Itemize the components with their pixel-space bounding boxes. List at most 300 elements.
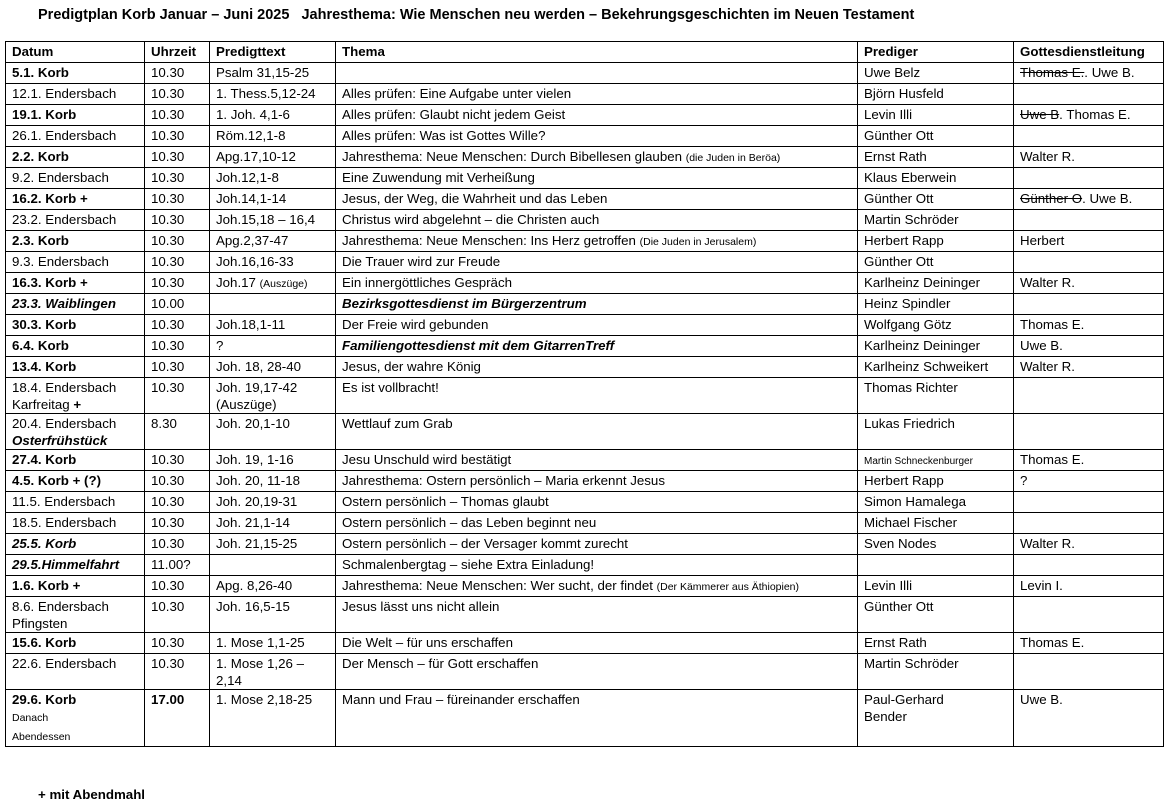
cell-uhrzeit bbox=[145, 63, 210, 84]
cell-datum bbox=[6, 555, 145, 576]
cell-prediger bbox=[858, 597, 1014, 633]
uhrzeit-text: 10.00 bbox=[151, 296, 185, 311]
leitung-text: ? bbox=[1020, 473, 1028, 488]
cell-datum bbox=[6, 690, 145, 747]
cell-prediger bbox=[858, 231, 1014, 252]
cell-prediger bbox=[858, 252, 1014, 273]
cell-datum bbox=[6, 597, 145, 633]
cell-datum bbox=[6, 450, 145, 471]
cell-predigttext bbox=[210, 471, 336, 492]
datum-text: 5.1. Korb bbox=[12, 65, 69, 80]
datum-text: 22.6. Endersbach bbox=[12, 656, 117, 671]
cell-thema bbox=[336, 147, 858, 168]
cell-thema bbox=[336, 63, 858, 84]
cell-thema bbox=[336, 357, 858, 378]
leitung-text: Thomas E. bbox=[1066, 107, 1131, 122]
cell-uhrzeit bbox=[145, 105, 210, 126]
prediger-text: Ernst Rath bbox=[864, 149, 927, 164]
cell-uhrzeit bbox=[145, 513, 210, 534]
abendmahl-mark: + bbox=[73, 397, 82, 412]
table-row bbox=[6, 378, 1164, 414]
cell-prediger bbox=[858, 471, 1014, 492]
cell-predigttext bbox=[210, 513, 336, 534]
predigttext: 1. Thess.5,12-24 bbox=[216, 86, 316, 101]
cell-uhrzeit bbox=[145, 414, 210, 450]
cell-gottesdienstleitung bbox=[1014, 654, 1164, 690]
cell-gottesdienstleitung bbox=[1014, 357, 1164, 378]
cell-prediger bbox=[858, 450, 1014, 471]
cell-predigttext bbox=[210, 84, 336, 105]
datum-text: 25.5. Korb bbox=[12, 536, 77, 551]
cell-uhrzeit bbox=[145, 168, 210, 189]
cell-gottesdienstleitung bbox=[1014, 294, 1164, 315]
prediger-text: Levin Illi bbox=[864, 107, 913, 122]
cell-prediger bbox=[858, 147, 1014, 168]
uhrzeit-text: 10.30 bbox=[151, 338, 185, 353]
prediger-text: Günther Ott bbox=[864, 254, 934, 269]
datum-text: 18.4. Endersbach bbox=[12, 380, 117, 395]
thema-text: Mann und Frau – füreinander erschaffen bbox=[342, 692, 580, 707]
leitung-text: Walter R. bbox=[1020, 149, 1075, 164]
leitung-text: Walter R. bbox=[1020, 536, 1075, 551]
cell-predigttext bbox=[210, 315, 336, 336]
cell-gottesdienstleitung bbox=[1014, 273, 1164, 294]
cell-thema bbox=[336, 633, 858, 654]
thema-note: (Die Juden in Jerusalem) bbox=[639, 236, 757, 248]
cell-thema bbox=[336, 450, 858, 471]
cell-gottesdienstleitung bbox=[1014, 336, 1164, 357]
cell-predigttext bbox=[210, 492, 336, 513]
cell-thema bbox=[336, 414, 858, 450]
cell-datum bbox=[6, 633, 145, 654]
predigttext: Joh. 18, 28-40 bbox=[216, 359, 302, 374]
cell-predigttext bbox=[210, 336, 336, 357]
cell-uhrzeit bbox=[145, 231, 210, 252]
cell-predigttext bbox=[210, 294, 336, 315]
uhrzeit-text: 8.30 bbox=[151, 416, 177, 431]
cell-uhrzeit bbox=[145, 189, 210, 210]
cell-datum bbox=[6, 357, 145, 378]
table-row bbox=[6, 414, 1164, 450]
predigttext: Röm.12,1-8 bbox=[216, 128, 286, 143]
datum-note: Karfreitag bbox=[12, 397, 70, 412]
thema-text: Wettlauf zum Grab bbox=[342, 416, 453, 431]
cell-prediger bbox=[858, 690, 1014, 747]
cell-gottesdienstleitung bbox=[1014, 450, 1164, 471]
prediger-text: Klaus Eberwein bbox=[864, 170, 957, 185]
prediger-text: Wolfgang Götz bbox=[864, 317, 952, 332]
cell-gottesdienstleitung bbox=[1014, 252, 1164, 273]
uhrzeit-text: 10.30 bbox=[151, 380, 185, 395]
prediger-text: Martin Schneckenburger bbox=[864, 456, 973, 467]
table-row bbox=[6, 168, 1164, 189]
predigttext: Joh. 20,19-31 bbox=[216, 494, 298, 509]
thema-text: Ostern persönlich – der Versager kommt zurecht bbox=[342, 536, 629, 551]
uhrzeit-text: 10.30 bbox=[151, 656, 185, 671]
datum-text: 6.4. Korb bbox=[12, 338, 69, 353]
cell-datum bbox=[6, 576, 145, 597]
thema-note: (die Juden in Beröa) bbox=[685, 152, 781, 164]
cell-uhrzeit bbox=[145, 84, 210, 105]
table-row bbox=[6, 84, 1164, 105]
leitung-text: Uwe B. bbox=[1020, 692, 1063, 707]
table-row bbox=[6, 252, 1164, 273]
leitung-text: Uwe B. bbox=[1089, 191, 1133, 206]
prediger-text: Herbert Rapp bbox=[864, 233, 944, 248]
cell-prediger bbox=[858, 555, 1014, 576]
cell-prediger bbox=[858, 576, 1014, 597]
datum-text: 16.3. Korb + bbox=[12, 275, 88, 290]
predigttext: 1. Mose 1,26 – bbox=[216, 656, 304, 671]
cell-gottesdienstleitung bbox=[1014, 147, 1164, 168]
datum-text: 13.4. Korb bbox=[12, 359, 77, 374]
cell-uhrzeit bbox=[145, 252, 210, 273]
cell-prediger bbox=[858, 654, 1014, 690]
cell-uhrzeit bbox=[145, 315, 210, 336]
cell-prediger bbox=[858, 633, 1014, 654]
table-row bbox=[6, 147, 1164, 168]
thema-text: Schmalenbergtag – siehe Extra Einladung! bbox=[342, 557, 595, 572]
uhrzeit-text: 10.30 bbox=[151, 128, 185, 143]
uhrzeit-text: 10.30 bbox=[151, 536, 185, 551]
uhrzeit-text: 10.30 bbox=[151, 233, 185, 248]
prediger-text: Ernst Rath bbox=[864, 635, 927, 650]
cell-prediger bbox=[858, 126, 1014, 147]
prediger-text: Martin Schröder bbox=[864, 656, 959, 671]
cell-gottesdienstleitung bbox=[1014, 315, 1164, 336]
cell-uhrzeit bbox=[145, 378, 210, 414]
prediger-text: Heinz Spindler bbox=[864, 296, 951, 311]
uhrzeit-text: 10.30 bbox=[151, 452, 185, 467]
uhrzeit-text: 10.30 bbox=[151, 599, 185, 614]
thema-text: Alles prüfen: Glaubt nicht jedem Geist bbox=[342, 107, 566, 122]
cell-datum bbox=[6, 492, 145, 513]
thema-text: Jesus, der wahre König bbox=[342, 359, 481, 374]
thema-text: Jesus, der Weg, die Wahrheit und das Leben bbox=[342, 191, 608, 206]
cell-predigttext bbox=[210, 231, 336, 252]
cell-predigttext bbox=[210, 576, 336, 597]
uhrzeit-text: 10.30 bbox=[151, 578, 185, 593]
cell-predigttext bbox=[210, 378, 336, 414]
cell-uhrzeit bbox=[145, 492, 210, 513]
cell-thema bbox=[336, 378, 858, 414]
cell-thema bbox=[336, 105, 858, 126]
prediger-text: Thomas Richter bbox=[864, 380, 958, 395]
cell-gottesdienstleitung: Uwe B. Thomas E. bbox=[1014, 105, 1164, 126]
uhrzeit-text: 10.30 bbox=[151, 65, 185, 80]
thema-text: Bezirksgottesdienst im Bürgerzentrum bbox=[342, 296, 587, 311]
cell-uhrzeit bbox=[145, 576, 210, 597]
cell-prediger bbox=[858, 105, 1014, 126]
cell-gottesdienstleitung bbox=[1014, 414, 1164, 450]
cell-uhrzeit bbox=[145, 336, 210, 357]
prediger-text: Karlheinz Schweikert bbox=[864, 359, 989, 374]
cell-datum bbox=[6, 105, 145, 126]
cell-thema bbox=[336, 189, 858, 210]
uhrzeit-text: 10.30 bbox=[151, 191, 185, 206]
cell-prediger bbox=[858, 513, 1014, 534]
table-row bbox=[6, 555, 1164, 576]
leitung-text: Levin I. bbox=[1020, 578, 1063, 593]
cell-thema bbox=[336, 210, 858, 231]
cell-thema bbox=[336, 576, 858, 597]
cell-uhrzeit bbox=[145, 450, 210, 471]
prediger-text: Günther Ott bbox=[864, 128, 934, 143]
thema-text: Alles prüfen: Eine Aufgabe unter vielen bbox=[342, 86, 572, 101]
datum-text: 15.6. Korb bbox=[12, 635, 77, 650]
cell-prediger bbox=[858, 414, 1014, 450]
predigttext: Apg. 8,26-40 bbox=[216, 578, 293, 593]
cell-uhrzeit bbox=[145, 471, 210, 492]
cell-prediger bbox=[858, 84, 1014, 105]
cell-predigttext bbox=[210, 252, 336, 273]
datum-text: 16.2. Korb + bbox=[12, 191, 88, 206]
cell-datum bbox=[6, 654, 145, 690]
leitung-text: Uwe B. bbox=[1020, 338, 1063, 353]
table-row bbox=[6, 597, 1164, 633]
cell-datum bbox=[6, 84, 145, 105]
cell-thema bbox=[336, 273, 858, 294]
datum-text: 19.1. Korb bbox=[12, 107, 77, 122]
cell-datum bbox=[6, 126, 145, 147]
prediger-text: Lukas Friedrich bbox=[864, 416, 955, 431]
uhrzeit-text: 11.00? bbox=[151, 557, 191, 572]
header-uhrzeit: Uhrzeit bbox=[145, 42, 210, 63]
cell-predigttext bbox=[210, 597, 336, 633]
table-row bbox=[6, 471, 1164, 492]
thema-text: Ein innergöttliches Gespräch bbox=[342, 275, 512, 290]
predigttext-cont: (Auszüge) bbox=[216, 397, 277, 412]
cell-gottesdienstleitung bbox=[1014, 231, 1164, 252]
cell-uhrzeit bbox=[145, 633, 210, 654]
cell-predigttext bbox=[210, 63, 336, 84]
cell-prediger bbox=[858, 63, 1014, 84]
thema-text: Der Freie wird gebunden bbox=[342, 317, 489, 332]
uhrzeit-text: 17.00 bbox=[151, 692, 185, 707]
uhrzeit-text: 10.30 bbox=[151, 275, 185, 290]
cell-uhrzeit bbox=[145, 597, 210, 633]
cell-predigttext bbox=[210, 168, 336, 189]
cell-thema bbox=[336, 492, 858, 513]
thema-text: Jahresthema: Ostern persönlich – Maria erkennt Jesus bbox=[342, 473, 665, 488]
prediger-text: Karlheinz Deininger bbox=[864, 338, 981, 353]
cell-predigttext bbox=[210, 105, 336, 126]
predigttext: Joh. 16,5-15 bbox=[216, 599, 290, 614]
cell-predigttext bbox=[210, 633, 336, 654]
page-title: Predigtplan Korb Januar – Juni 2025 Jahresthema: Wie Menschen neu werden – Bekehrungsgeschichten im Neuen Testament bbox=[38, 7, 915, 23]
cell-datum bbox=[6, 63, 145, 84]
uhrzeit-text: 10.30 bbox=[151, 86, 185, 101]
struck-leitung: Thomas E. bbox=[1020, 65, 1085, 80]
cell-prediger bbox=[858, 210, 1014, 231]
cell-predigttext bbox=[210, 690, 336, 747]
cell-predigttext bbox=[210, 273, 336, 294]
datum-note: Abendessen bbox=[12, 731, 71, 743]
cell-predigttext bbox=[210, 189, 336, 210]
table-row bbox=[6, 633, 1164, 654]
cell-prediger bbox=[858, 492, 1014, 513]
cell-datum bbox=[6, 168, 145, 189]
predigttext-note: (Auszüge) bbox=[259, 278, 308, 290]
datum-text: 1.6. Korb + bbox=[12, 578, 81, 593]
cell-thema bbox=[336, 555, 858, 576]
predigttext: 1. Mose 2,18-25 bbox=[216, 692, 313, 707]
cell-predigttext bbox=[210, 534, 336, 555]
prediger-text: Günther Ott bbox=[864, 599, 934, 614]
header-datum: Datum bbox=[6, 42, 145, 63]
predigttext: Apg.2,37-47 bbox=[216, 233, 289, 248]
header-thema: Thema bbox=[336, 42, 858, 63]
prediger-text: Paul-Gerhard bbox=[864, 692, 944, 707]
uhrzeit-text: 10.30 bbox=[151, 254, 185, 269]
predigttext: Joh. 20,1-10 bbox=[216, 416, 290, 431]
prediger-text: Björn Husfeld bbox=[864, 86, 944, 101]
thema-text: Eine Zuwendung mit Verheißung bbox=[342, 170, 535, 185]
thema-text: Jahresthema: Neue Menschen: Durch Bibellesen glauben bbox=[342, 149, 683, 164]
leitung-text: Herbert bbox=[1020, 233, 1065, 248]
predigttext: 1. Joh. 4,1-6 bbox=[216, 107, 290, 122]
datum-note: Danach bbox=[12, 712, 49, 724]
cell-thema bbox=[336, 336, 858, 357]
cell-datum bbox=[6, 471, 145, 492]
cell-thema bbox=[336, 126, 858, 147]
cell-thema bbox=[336, 690, 858, 747]
cell-gottesdienstleitung bbox=[1014, 597, 1164, 633]
cell-datum bbox=[6, 414, 145, 450]
footer-note: + mit Abendmahl bbox=[38, 787, 146, 802]
cell-prediger bbox=[858, 273, 1014, 294]
leitung-text: Thomas E. bbox=[1020, 317, 1085, 332]
cell-thema bbox=[336, 252, 858, 273]
cell-uhrzeit bbox=[145, 294, 210, 315]
datum-text: 9.3. Endersbach bbox=[12, 254, 109, 269]
predigttext: Joh.16,16-33 bbox=[216, 254, 294, 269]
datum-text: 20.4. Endersbach bbox=[12, 416, 117, 431]
cell-uhrzeit bbox=[145, 147, 210, 168]
predigttext: Psalm 31,15-25 bbox=[216, 65, 310, 80]
cell-datum bbox=[6, 336, 145, 357]
datum-note: Pfingsten bbox=[12, 616, 68, 631]
datum-text: 9.2. Endersbach bbox=[12, 170, 109, 185]
table-row bbox=[6, 336, 1164, 357]
thema-text: Ostern persönlich – Thomas glaubt bbox=[342, 494, 549, 509]
prediger-text-cont: Bender bbox=[864, 709, 907, 724]
datum-text: 2.2. Korb bbox=[12, 149, 69, 164]
cell-uhrzeit bbox=[145, 654, 210, 690]
leitung-text: Uwe B. bbox=[1091, 65, 1135, 80]
datum-text: 23.2. Endersbach bbox=[12, 212, 117, 227]
prediger-text: Martin Schröder bbox=[864, 212, 959, 227]
uhrzeit-text: 10.30 bbox=[151, 473, 185, 488]
cell-gottesdienstleitung bbox=[1014, 513, 1164, 534]
prediger-text: Uwe Belz bbox=[864, 65, 921, 80]
table-row bbox=[6, 492, 1164, 513]
cell-gottesdienstleitung bbox=[1014, 126, 1164, 147]
cell-prediger bbox=[858, 534, 1014, 555]
uhrzeit-text: 10.30 bbox=[151, 515, 185, 530]
thema-text: Der Mensch – für Gott erschaffen bbox=[342, 656, 539, 671]
cell-datum bbox=[6, 147, 145, 168]
prediger-text: Karlheinz Deininger bbox=[864, 275, 981, 290]
datum-note: Osterfrühstück bbox=[12, 433, 108, 448]
datum-text: 29.5.Himmelfahrt bbox=[12, 557, 120, 572]
cell-predigttext bbox=[210, 147, 336, 168]
datum-text: 27.4. Korb bbox=[12, 452, 77, 467]
cell-gottesdienstleitung bbox=[1014, 633, 1164, 654]
cell-gottesdienstleitung bbox=[1014, 690, 1164, 747]
cell-uhrzeit bbox=[145, 273, 210, 294]
cell-predigttext bbox=[210, 126, 336, 147]
table-header-row bbox=[6, 42, 1164, 63]
prediger-text: Sven Nodes bbox=[864, 536, 937, 551]
table-row bbox=[6, 513, 1164, 534]
thema-text: Alles prüfen: Was ist Gottes Wille? bbox=[342, 128, 546, 143]
table-row bbox=[6, 534, 1164, 555]
datum-text: 30.3. Korb bbox=[12, 317, 77, 332]
uhrzeit-text: 10.30 bbox=[151, 359, 185, 374]
cell-thema bbox=[336, 294, 858, 315]
predigttext: 1. Mose 1,1-25 bbox=[216, 635, 305, 650]
predigttext: Joh. 21,1-14 bbox=[216, 515, 290, 530]
struck-leitung: Günther O bbox=[1020, 191, 1083, 206]
cell-prediger bbox=[858, 294, 1014, 315]
predigttext: Joh. 21,15-25 bbox=[216, 536, 298, 551]
cell-thema bbox=[336, 315, 858, 336]
thema-note: (Der Kämmerer aus Äthiopien) bbox=[656, 581, 800, 593]
thema-text: Jahresthema: Neue Menschen: Wer sucht, der findet bbox=[342, 578, 653, 593]
predigttext: Joh.17 bbox=[216, 275, 256, 290]
cell-gottesdienstleitung: Thomas E.. Uwe B. bbox=[1014, 63, 1164, 84]
uhrzeit-text: 10.30 bbox=[151, 170, 185, 185]
datum-text: 11.5. Endersbach bbox=[12, 494, 116, 509]
cell-gottesdienstleitung bbox=[1014, 471, 1164, 492]
cell-gottesdienstleitung bbox=[1014, 210, 1164, 231]
cell-datum bbox=[6, 513, 145, 534]
cell-predigttext bbox=[210, 210, 336, 231]
cell-gottesdienstleitung bbox=[1014, 378, 1164, 414]
cell-thema bbox=[336, 168, 858, 189]
table-row bbox=[6, 294, 1164, 315]
table-row bbox=[6, 450, 1164, 471]
datum-text: 29.6. Korb bbox=[12, 692, 77, 707]
prediger-text: Levin Illi bbox=[864, 578, 913, 593]
thema-text: Jesus lässt uns nicht allein bbox=[342, 599, 500, 614]
cell-prediger bbox=[858, 189, 1014, 210]
datum-text: 2.3. Korb bbox=[12, 233, 69, 248]
table-row bbox=[6, 63, 1164, 84]
prediger-text: Michael Fischer bbox=[864, 515, 958, 530]
table-row bbox=[6, 315, 1164, 336]
predigttext: Apg.17,10-12 bbox=[216, 149, 296, 164]
cell-predigttext bbox=[210, 357, 336, 378]
uhrzeit-text: 10.30 bbox=[151, 212, 185, 227]
cell-thema bbox=[336, 84, 858, 105]
thema-text: Die Welt – für uns erschaffen bbox=[342, 635, 513, 650]
predigttext: Joh.14,1-14 bbox=[216, 191, 287, 206]
cell-gottesdienstleitung bbox=[1014, 492, 1164, 513]
cell-prediger bbox=[858, 168, 1014, 189]
prediger-text: Günther Ott bbox=[864, 191, 934, 206]
cell-datum bbox=[6, 252, 145, 273]
uhrzeit-text: 10.30 bbox=[151, 317, 185, 332]
datum-text: 26.1. Endersbach bbox=[12, 128, 117, 143]
thema-text: Jesu Unschuld wird bestätigt bbox=[342, 452, 512, 467]
cell-thema bbox=[336, 597, 858, 633]
table-row bbox=[6, 576, 1164, 597]
cell-gottesdienstleitung bbox=[1014, 84, 1164, 105]
header-prediger: Prediger bbox=[858, 42, 1014, 63]
cell-predigttext bbox=[210, 654, 336, 690]
